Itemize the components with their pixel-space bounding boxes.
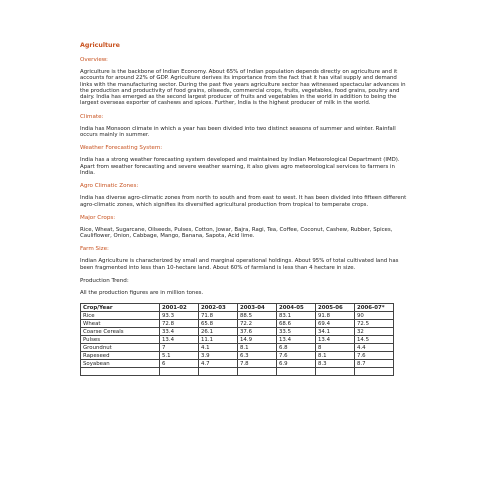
agro-climatic-text: India has diverse agro-climatic zones from north to south and from east to west. It has been divided into fifteen different agro-climatic zones, which signifies its diversified agricultural production from tropical to temperate crops.: [80, 195, 407, 208]
production-value-cell: 26.1: [199, 328, 238, 336]
column-header: Crop/Year: [81, 304, 160, 312]
production-value-cell: [316, 368, 355, 376]
column-header: 2002-03: [199, 304, 238, 312]
table-header-row: [81, 304, 394, 312]
production-value-cell: 5.1: [160, 352, 199, 360]
column-header: 2005-06: [316, 304, 355, 312]
table-row: [81, 352, 394, 360]
production-value-cell: 32: [355, 328, 394, 336]
table-row: [81, 312, 394, 320]
production-value-cell: 6: [160, 360, 199, 368]
production-value-cell: 8.1: [316, 352, 355, 360]
production-value-cell: [277, 368, 316, 376]
production-value-cell: 13.4: [277, 336, 316, 344]
production-value-cell: 90: [355, 312, 394, 320]
production-value-cell: 37.6: [238, 328, 277, 336]
table-row: [81, 360, 394, 368]
column-header: 2006-07*: [355, 304, 394, 312]
page-title: Agriculture: [80, 42, 120, 49]
table-row: [81, 328, 394, 336]
column-header: 2001-02: [160, 304, 199, 312]
production-value-cell: 13.4: [160, 336, 199, 344]
production-value-cell: 72.5: [355, 320, 394, 328]
agro-climatic-heading: Agro Climatic Zones:: [80, 183, 139, 190]
production-value-cell: 72.2: [238, 320, 277, 328]
production-value-cell: 13.4: [316, 336, 355, 344]
production-table: [80, 303, 394, 376]
production-value-cell: 33.4: [160, 328, 199, 336]
production-value-cell: 14.9: [238, 336, 277, 344]
production-value-cell: 88.5: [238, 312, 277, 320]
document-page: [80, 42, 410, 376]
climate-text: India has Monsoon climate in which a year has been divided into two distinct seasons of summer and winter. Rainfall occurs mainly in summer.: [80, 125, 396, 139]
overview-heading: Overview:: [80, 57, 108, 63]
production-value-cell: 6.3: [238, 352, 277, 360]
production-section: [80, 278, 410, 376]
production-value-cell: 4.4: [355, 344, 394, 352]
production-value-cell: 11.1: [199, 336, 238, 344]
crop-name-cell: Rapeseed: [81, 352, 160, 360]
production-table-body: [81, 312, 394, 376]
production-value-cell: 91.8: [316, 312, 355, 320]
table-row: [81, 320, 394, 328]
major-crops-section: [80, 215, 410, 240]
table-row: [81, 344, 394, 352]
overview-section: [80, 57, 410, 107]
crop-name-cell: Rice: [81, 312, 160, 320]
overview-text: Agriculture is the backbone of Indian Economy. About 65% of Indian population depends directly on agriculture and it accounts for around 22% of GDP. Agriculture derives its importance from the fact that it has vital supply and demand links with the manufacturing sector. During the past five years agriculture sector has witnessed spectacular advances in the production and productivity of food grains, oilseeds, commercial crops, fruits, vegetables, food grains, poultry and dairy. India has emerged as the second largest producer of fruits and vegetables in the world in addition to being the largest overseas exporter of cashews and spices. Further, India is the highest producer of milk in the world.: [80, 69, 406, 107]
climate-section: [80, 114, 410, 139]
crop-name-cell: Pulses: [81, 336, 160, 344]
major-crops-text: Rice, Wheat, Sugarcane, Oilseeds, Pulses, Cotton, Jowar, Bajra, Ragi, Tea, Coffee, Coconut, Cashew, Rubber, Spices, Cauliflower, Onion, Cabbage, Mango, Banana, Sapota, Acid lime.: [80, 226, 393, 240]
production-value-cell: [355, 368, 394, 376]
crop-name-cell: Groundnut: [81, 344, 160, 352]
agro-climatic-section: [80, 183, 410, 208]
table-row: [81, 336, 394, 344]
production-value-cell: 68.6: [277, 320, 316, 328]
production-value-cell: 6.8: [277, 344, 316, 352]
farm-size-heading: Farm Size:: [80, 246, 109, 253]
production-value-cell: 72.8: [160, 320, 199, 328]
crop-name-cell: Wheat: [81, 320, 160, 328]
farm-size-section: [80, 246, 410, 271]
production-value-cell: 7.8: [238, 360, 277, 368]
column-header: 2003-04: [238, 304, 277, 312]
production-value-cell: 69.4: [316, 320, 355, 328]
production-value-cell: [160, 368, 199, 376]
production-value-cell: 65.8: [199, 320, 238, 328]
production-value-cell: 7.6: [277, 352, 316, 360]
production-value-cell: [199, 368, 238, 376]
farm-size-text: Indian Agriculture is characterized by small and marginal operational holdings. About 95% of total cultivated land has been fragmented into less than 10-hectare land. About 60% of farmland is less than 4 hectare in size.: [80, 258, 399, 271]
production-value-cell: 8: [316, 344, 355, 352]
weather-section: [80, 145, 410, 176]
crop-name-cell: Coarse Cereals: [81, 328, 160, 336]
crop-name-cell: Soyabean: [81, 360, 160, 368]
table-row: [81, 368, 394, 376]
production-value-cell: 8.3: [316, 360, 355, 368]
weather-text: India has a strong weather forecasting system developed and maintained by Indian Meteorological Department (IMD). Apart from weather forecasting and severe weather warning, it also gives agro meteorological services to farmers in India.: [80, 157, 400, 176]
production-value-cell: 34.1: [316, 328, 355, 336]
production-value-cell: 7: [160, 344, 199, 352]
weather-heading: Weather Forecasting System:: [80, 145, 163, 152]
crop-name-cell: [81, 368, 160, 376]
production-note: All the production figures are in million tones.: [80, 290, 204, 297]
production-value-cell: 71.8: [199, 312, 238, 320]
production-value-cell: 83.1: [277, 312, 316, 320]
production-value-cell: 93.3: [160, 312, 199, 320]
production-value-cell: [238, 368, 277, 376]
production-value-cell: 8.1: [238, 344, 277, 352]
climate-heading: Climate:: [80, 113, 104, 120]
production-value-cell: 33.5: [277, 328, 316, 336]
production-value-cell: 8.7: [355, 360, 394, 368]
major-crops-heading: Major Crops:: [80, 214, 116, 221]
production-heading: Production Trend:: [80, 278, 129, 285]
production-value-cell: 4.1: [199, 344, 238, 352]
production-value-cell: 3.9: [199, 352, 238, 360]
column-header: 2004-05: [277, 304, 316, 312]
production-value-cell: 14.5: [355, 336, 394, 344]
production-value-cell: 6.9: [277, 360, 316, 368]
production-value-cell: 7.6: [355, 352, 394, 360]
production-value-cell: 4.7: [199, 360, 238, 368]
